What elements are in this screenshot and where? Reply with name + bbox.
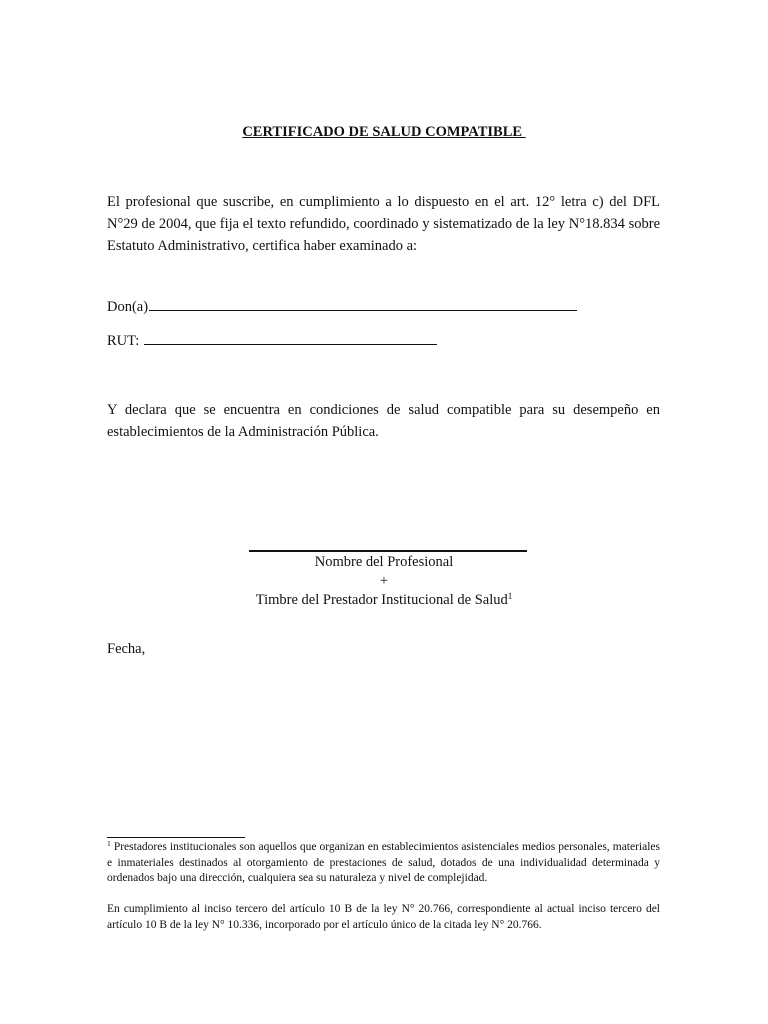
document-title: CERTIFICADO DE SALUD COMPATIBLE: [242, 124, 526, 140]
date-label: Fecha,: [107, 641, 146, 657]
rut-label: RUT:: [107, 333, 140, 349]
stamp-line: [0, 591, 768, 610]
don-blank-line[interactable]: [149, 309, 577, 311]
plus-sign: +: [379, 573, 389, 589]
footnote-1-text: Prestadores institucionales son aquellos que organizan en establecimientos asistenciales medios personales, materiales e inmateriales destinados al otorgamiento de prestaciones de salud, dotados de una individualidad determinada y ordenados bajo una dirección, cualquiera sea su naturaleza y nivel de complejidad.: [107, 841, 660, 884]
don-label: Don(a): [107, 299, 149, 315]
don-field: [107, 299, 577, 316]
signature-line: [249, 550, 527, 552]
signature-block: [0, 553, 768, 610]
intro-paragraph: El profesional que suscribe, en cumplimiento a lo dispuesto en el art. 12° letra c) del DFL N°29 de 2004, que fija el texto refundido, coordinado y sistematizado de la ley N°18.834 sobre Estatuto Administrativo, certifica haber examinado a:: [107, 194, 660, 254]
footnote-ref: 1: [507, 591, 513, 601]
footnote-1: [107, 840, 660, 887]
stamp-label: Timbre del Prestador Institucional de Salud: [255, 592, 508, 608]
declaration-paragraph: Y declara que se encuentra en condiciones de salud compatible para su desempeño en establecimientos de la Administración Pública.: [107, 402, 660, 440]
footnote-1-mark: 1: [107, 839, 111, 848]
rut-blank-line[interactable]: [144, 343, 437, 345]
footnote-2: En cumplimiento al inciso tercero del artículo 10 B de la ley N° 20.766, correspondiente al actual inciso tercero del artículo 10 B de la ley N° 10.336, incorporado por el artículo único de la citada ley N° 20.766.: [107, 903, 660, 931]
professional-name-label: Nombre del Profesional: [314, 554, 454, 570]
rut-field: [107, 333, 437, 350]
footnote-separator: [107, 837, 245, 838]
